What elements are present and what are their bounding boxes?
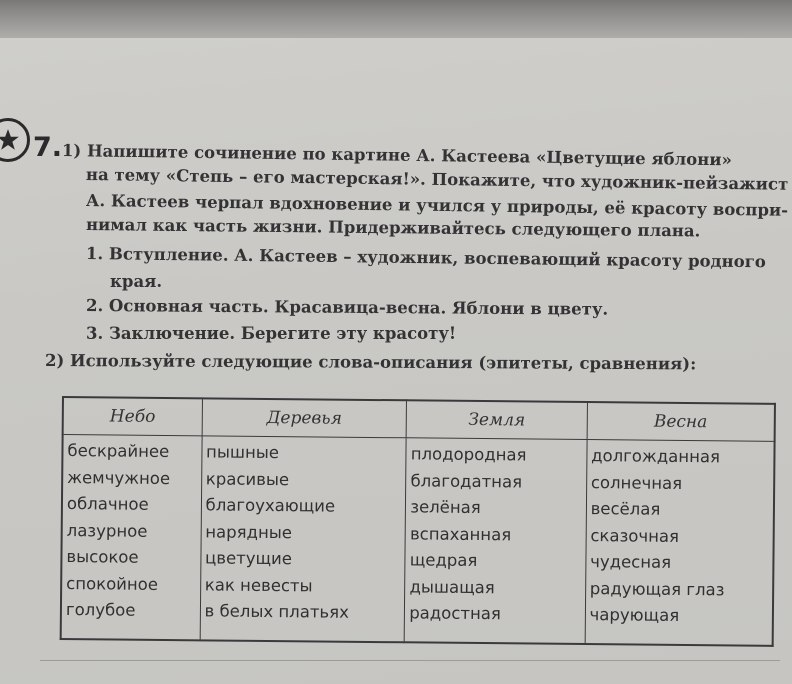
word-cell: жемчужное — [67, 467, 171, 488]
word-cell: чарующая — [589, 605, 680, 625]
word-cell: бескрайнее — [67, 441, 170, 462]
word-cell: вспаханная — [409, 523, 512, 544]
word-cell: плодородная — [410, 444, 527, 465]
word-cell: щедрая — [409, 550, 478, 570]
task-number: 7. — [33, 132, 63, 163]
word-cell: зелёная — [410, 497, 481, 518]
plan-item: 1. Вступление. А. Кастеев – художник, воспевающий красоту родного — [85, 244, 766, 272]
word-cell: облачное — [66, 494, 149, 514]
word-cell: красивые — [205, 468, 290, 489]
word-cell: цветущие — [204, 548, 293, 569]
word-cell: в белых платьях — [204, 601, 349, 622]
plan-item: 2. Основная часть. Красавица-весна. Яблони в цвету. — [85, 296, 609, 319]
word-cell: радующая глаз — [589, 578, 725, 599]
word-cell: как невесты — [204, 574, 313, 595]
word-cell: весёлая — [590, 499, 661, 519]
word-cell: долгожданная — [591, 446, 721, 467]
word-cell: пышные — [205, 442, 280, 463]
word-cell: голубое — [65, 600, 136, 620]
word-cell: нарядные — [205, 521, 293, 542]
column-header-earth: Земля — [406, 400, 587, 439]
plan-item-continuation: края. — [110, 272, 163, 291]
column-header-sky: Небо — [63, 397, 202, 436]
page-divider — [40, 660, 780, 661]
column-trees — [200, 436, 407, 642]
task-text-line: нимал как часть жизни. Придерживайтесь следующего плана. — [85, 215, 701, 241]
task-text-line: 1) Напишите сочинение по картине А. Кастеева «Цветущие яблони» — [61, 141, 732, 170]
task-text-line: на тему «Степь – его мастерская!». Покажите, что художник-пейзажист — [85, 165, 789, 194]
task-part2-instruction: 2) Используйте следующие слова-описания (эпитеты, сравнения): — [44, 351, 697, 374]
word-cell: лазурное — [66, 520, 148, 541]
task-text-line: А. Кастеев черпал вдохновение и учился у природы, её красоту воспри- — [85, 191, 789, 220]
word-cell: высокое — [66, 547, 139, 567]
word-cell: спокойное — [66, 573, 159, 594]
word-cell: благодатная — [410, 470, 523, 491]
column-spring — [585, 440, 775, 646]
word-cell: дышащая — [409, 576, 495, 597]
word-cell: солнечная — [590, 472, 683, 493]
word-cell: чудесная — [590, 552, 672, 572]
column-sky — [61, 435, 202, 641]
column-header-spring: Весна — [587, 402, 775, 441]
epithets-table — [60, 396, 776, 647]
column-earth — [404, 438, 586, 644]
epithets-table-container — [60, 396, 776, 647]
word-cell: радостная — [409, 603, 501, 624]
word-cell: благоухающие — [205, 495, 336, 516]
column-header-trees: Деревья — [202, 398, 407, 437]
plan-item: 3. Заключение. Берегите эту красоту! — [86, 324, 457, 343]
word-cell: сказочная — [590, 525, 680, 546]
